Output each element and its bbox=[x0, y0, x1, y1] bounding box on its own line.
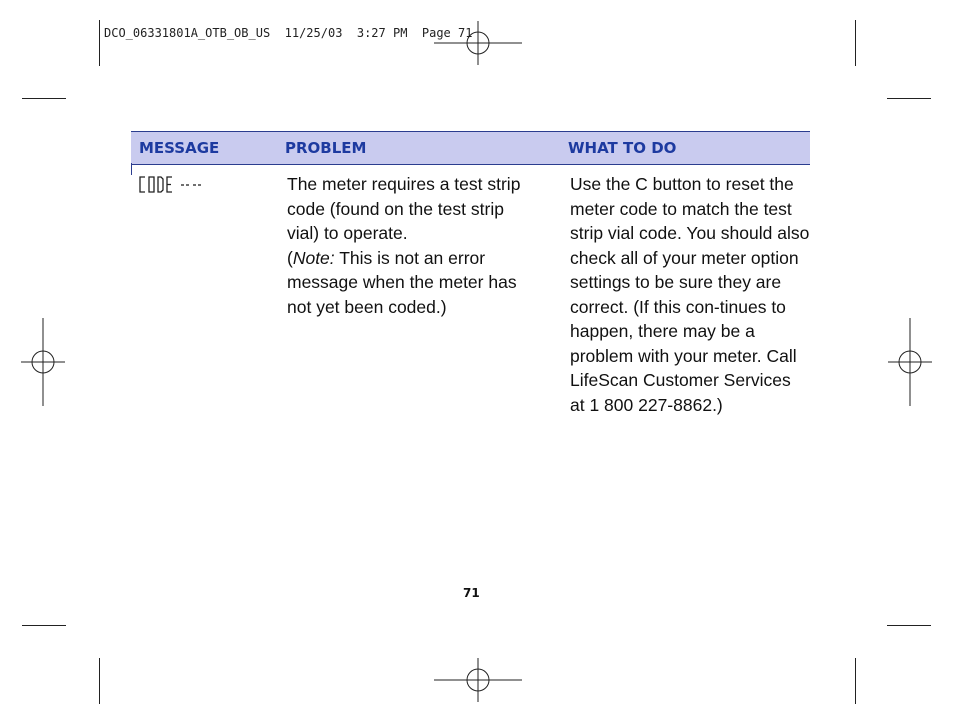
note-label: Note: bbox=[292, 247, 335, 268]
problem-cell bbox=[287, 172, 527, 319]
registration-mark-icon bbox=[434, 21, 522, 65]
registration-mark-icon bbox=[21, 318, 65, 406]
crop-mark bbox=[887, 98, 931, 99]
column-header-problem: PROBLEM bbox=[285, 139, 367, 157]
problem-text: The meter requires a test strip code (found on the test strip vial) to operate. bbox=[287, 174, 521, 243]
column-header-message: MESSAGE bbox=[139, 139, 220, 157]
note-text: This is not an error message when the meter has not yet been coded.) bbox=[287, 247, 517, 317]
column-header-what-to-do: WHAT TO DO bbox=[568, 139, 677, 157]
crop-mark bbox=[99, 20, 100, 66]
crop-mark bbox=[99, 658, 100, 704]
registration-mark-icon bbox=[888, 318, 932, 406]
note-open-paren: ( bbox=[287, 247, 293, 268]
what-to-do-text: Use the C button to reset the meter code to match the test strip vial code. You should also check all of your meter option settings to be sure they are correct. (If this con-tinues to happen, there may be a problem with your meter. Call LifeScan Customer Services at 1 800 227-8862.) bbox=[570, 174, 810, 415]
crop-mark bbox=[887, 625, 931, 626]
print-slug-line: DCO_06331801A_OTB_OB_US 11/25/03 3:27 PM Page 71 bbox=[104, 26, 473, 40]
what-to-do-cell bbox=[570, 172, 810, 417]
page-number: 71 bbox=[463, 586, 480, 600]
meter-code-display-icon bbox=[137, 174, 203, 201]
crop-mark bbox=[855, 20, 856, 66]
table-left-rule bbox=[131, 163, 132, 175]
registration-mark-icon bbox=[434, 658, 522, 702]
problem-note bbox=[287, 246, 527, 320]
crop-mark bbox=[22, 625, 66, 626]
crop-mark bbox=[855, 658, 856, 704]
crop-mark bbox=[22, 98, 66, 99]
table-header bbox=[131, 131, 810, 165]
